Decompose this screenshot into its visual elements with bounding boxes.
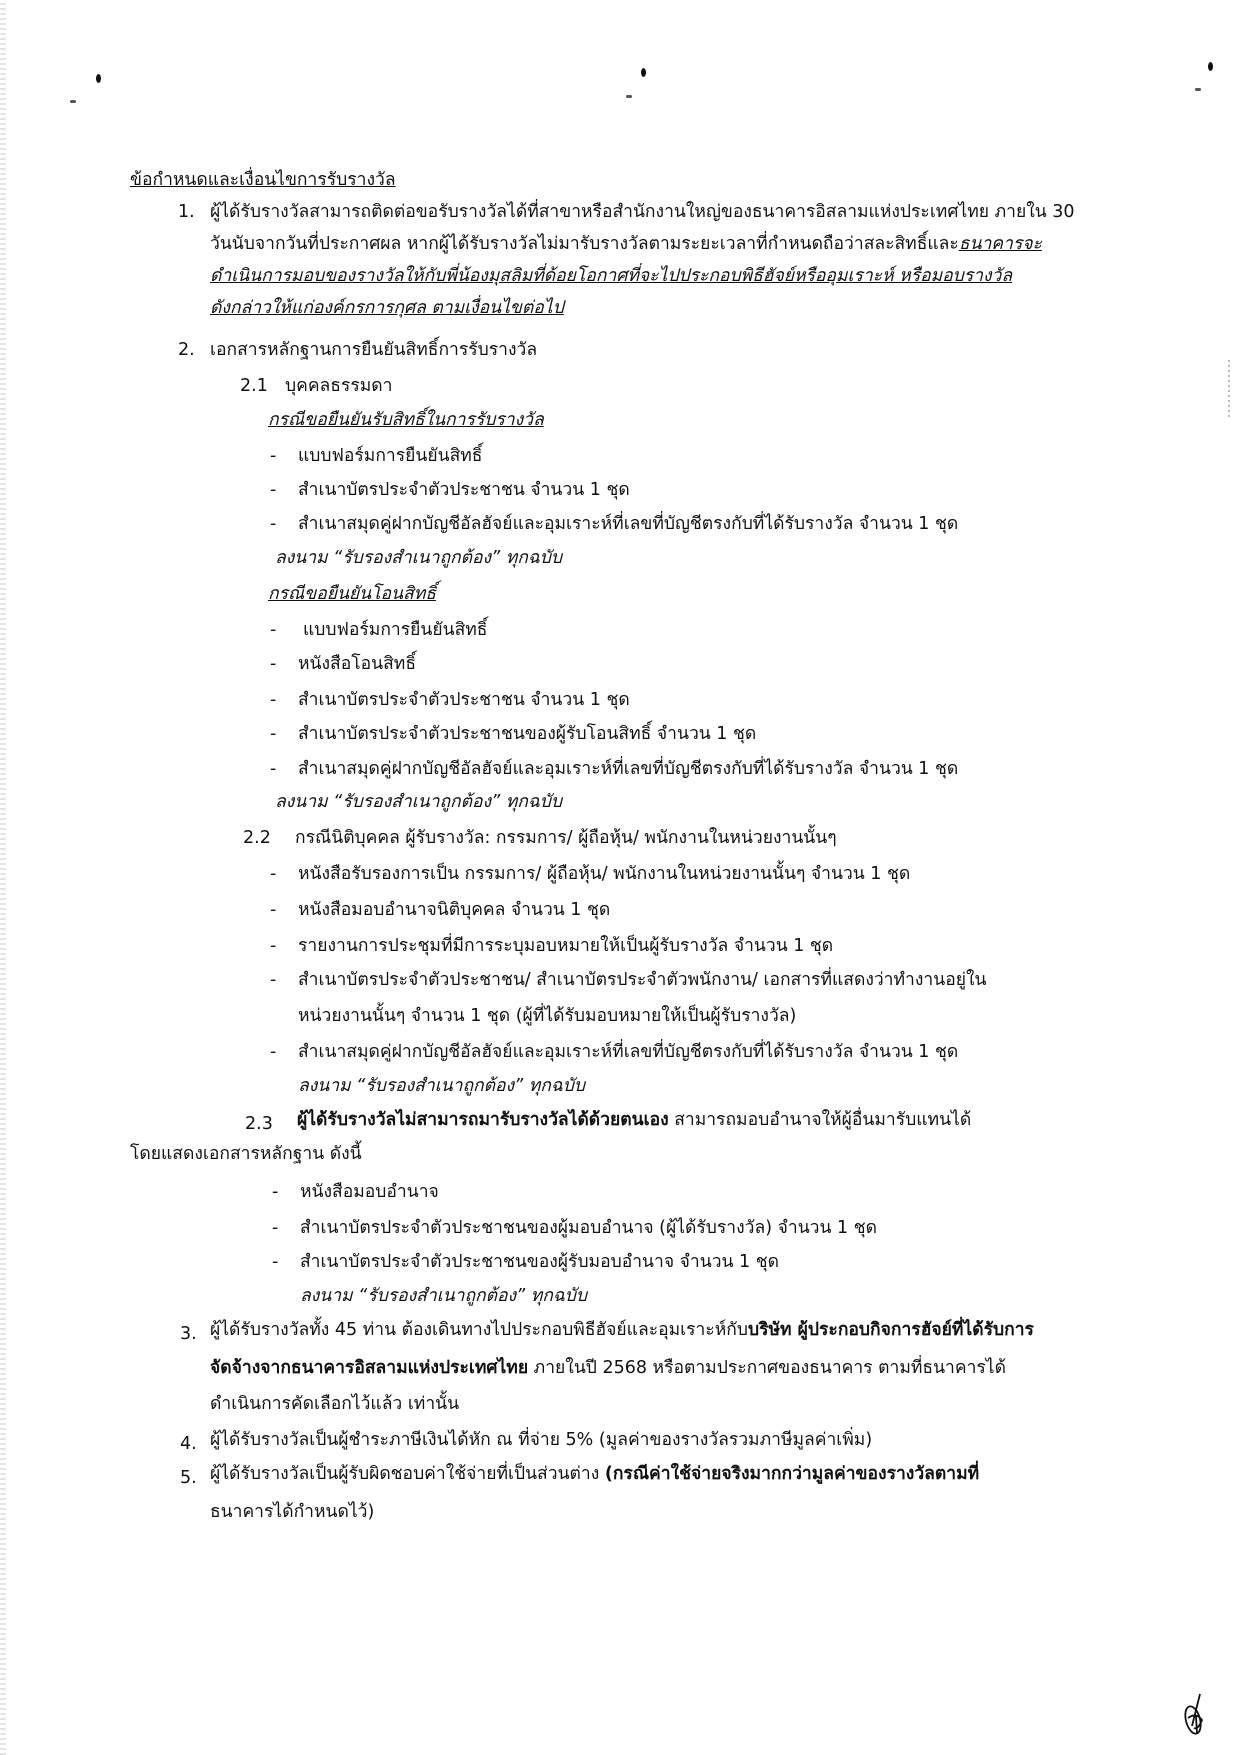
list-item: สำเนาบัตรประจำตัวประชาชน/ สำเนาบัตรประจำตัวพนักงาน/ เอกสารที่แสดงว่าทำงานอยู่ใน — [298, 970, 987, 990]
bullet: - — [270, 514, 277, 534]
scan-speck — [626, 95, 632, 98]
list-item: สำเนาสมุดคู่ฝากบัญชีอัลฮัจย์และอุมเราะห์ที่เลขที่บัญชีตรงกับที่ได้รับรางวัล จำนวน 1 ชุด — [298, 514, 959, 534]
list-item: สำเนาสมุดคู่ฝากบัญชีอัลฮัจย์และอุมเราะห์ที่เลขที่บัญชีตรงกับที่ได้รับรางวัล จำนวน 1 ชุด — [298, 1042, 959, 1062]
list-item: แบบฟอร์มการยืนยันสิทธิ์ — [303, 620, 488, 640]
bullet: - — [270, 446, 277, 466]
subitem-2-1-text: บุคคลธรรมดา — [285, 376, 393, 396]
list-item: สำเนาบัตรประจำตัวประชาชน จำนวน 1 ชุด — [298, 690, 630, 710]
bullet: - — [270, 480, 277, 500]
item-2-text: เอกสารหลักฐานการยืนยันสิทธิ์การรับรางวัล — [210, 340, 538, 360]
subitem-2-3-text: ผู้ได้รับรางวัลไม่สามารถมารับรางวัลได้ด้วยตนเอง สามารถมอบอำนาจให้ผู้อื่นมารับแทนได้ — [297, 1110, 972, 1130]
bullet: - — [270, 936, 277, 956]
subitem-2-2-text: กรณีนิติบุคคล ผู้รับรางวัล: กรรมการ/ ผู้ถือหุ้น/ พนักงานในหน่วยงานนั้นๆ — [295, 828, 837, 848]
sign-note: ลงนาม “รับรองสำเนาถูกต้อง” ทุกฉบับ — [300, 1286, 587, 1306]
sign-note: ลงนาม “รับรองสำเนาถูกต้อง” ทุกฉบับ — [275, 548, 562, 568]
case-heading: กรณีขอยืนยันรับสิทธิ์ในการรับรางวัล — [268, 410, 544, 430]
list-item: สำเนาบัตรประจำตัวประชาชนของผู้รับมอบอำนาจ จำนวน 1 ชุด — [300, 1252, 779, 1272]
bullet: - — [270, 864, 277, 884]
bullet: - — [270, 654, 277, 674]
bullet: - — [272, 1218, 279, 1238]
item-1-text: วันนับจากวันที่ประกาศผล หากผู้ได้รับรางวัลไม่มารับรางวัลตามระยะเวลาที่กำหนดถือว่าสละสิทธิ์และธนาคารจะ — [210, 234, 1042, 254]
list-item: หนังสือมอบอำนาจนิติบุคคล จำนวน 1 ชุด — [298, 900, 611, 920]
list-item: หนังสือมอบอำนาจ — [300, 1182, 439, 1202]
list-item: สำเนาบัตรประจำตัวประชาชน จำนวน 1 ชุด — [298, 480, 630, 500]
bullet: - — [270, 690, 277, 710]
item-5-number: 5. — [180, 1468, 197, 1488]
item-1-text: ดำเนินการมอบของรางวัลให้กับพี่น้องมุสลิมที่ด้อยโอกาศที่จะไปประกอบพิธีฮัจย์หรืออุมเราะห์ หรือมอบรางวัล — [210, 266, 1013, 286]
subitem-2-1-number: 2.1 — [240, 376, 268, 396]
sign-note: ลงนาม “รับรองสำเนาถูกต้อง” ทุกฉบับ — [298, 1076, 585, 1096]
case-heading: กรณีขอยืนยันโอนสิทธิ์ — [268, 584, 436, 604]
subitem-2-3-number: 2.3 — [245, 1114, 273, 1134]
bullet: - — [270, 1042, 277, 1062]
item-5-text: ธนาคารได้กำหนดไว้) — [210, 1502, 375, 1522]
list-item: หนังสือรับรองการเป็น กรรมการ/ ผู้ถือหุ้น/ พนักงานในหน่วยงานนั้นๆ จำนวน 1 ชุด — [298, 864, 911, 884]
bullet: - — [270, 900, 277, 920]
item-3-text: ดำเนินการคัดเลือกไว้แล้ว เท่านั้น — [210, 1394, 460, 1414]
subitem-2-3-continuation: โดยแสดงเอกสารหลักฐาน ดังนี้ — [130, 1144, 362, 1164]
bullet: - — [270, 724, 277, 744]
list-item: รายงานการประชุมที่มีการระบุมอบหมายให้เป็นผู้รับรางวัล จำนวน 1 ชุด — [298, 936, 834, 956]
list-item-continuation: หน่วยงานนั้นๆ จำนวน 1 ชุด (ผู้ที่ได้รับมอบหมายให้เป็นผู้รับรางวัล) — [298, 1006, 797, 1026]
scan-edge-artifact — [0, 0, 6, 1755]
item-3-number: 3. — [180, 1324, 197, 1344]
scan-speck — [70, 100, 76, 103]
item-5-text: ผู้ได้รับรางวัลเป็นผู้รับผิดชอบค่าใช้จ่ายที่เป็นส่วนต่าง (กรณีค่าใช้จ่ายจริงมากกว่ามูลค่าของรางวัลตามที่ — [210, 1464, 980, 1484]
scan-edge-artifact — [1228, 360, 1230, 420]
document-title: ข้อกำหนดและเงื่อนไขการรับรางวัล — [130, 170, 396, 190]
item-4-text: ผู้ได้รับรางวัลเป็นผู้ชำระภาษีเงินได้หัก ณ ที่จ่าย 5% (มูลค่าของรางวัลรวมภาษีมูลค่าเพิ่ม) — [210, 1430, 873, 1450]
punch-hole-mark — [96, 74, 101, 83]
item-2-number: 2. — [178, 340, 195, 360]
scan-speck — [1195, 88, 1201, 91]
item-3-text: จัดจ้างจากธนาคารอิสลามแห่งประเทศไทย ภายในปี 2568 หรือตามประกาศของธนาคาร ตามที่ธนาคารได้ — [210, 1358, 1006, 1378]
subitem-2-2-number: 2.2 — [243, 828, 271, 848]
item-1-text: ผู้ได้รับรางวัลสามารถติดต่อขอรับรางวัลได้ที่สาขาหรือสำนักงานใหญ่ของธนาคารอิสลามแห่งประเทศไทย ภายใน 30 — [210, 202, 1075, 222]
list-item: สำเนาบัตรประจำตัวประชาชนของผู้มอบอำนาจ (ผู้ได้รับรางวัล) จำนวน 1 ชุด — [300, 1218, 877, 1238]
item-1-text: ดังกล่าวให้แก่องค์กรการกุศล ตามเงื่อนไขต่อไป — [210, 298, 564, 318]
bullet: - — [272, 1252, 279, 1272]
bullet: - — [270, 970, 277, 990]
bullet: - — [270, 620, 277, 640]
punch-hole-mark — [1208, 62, 1213, 71]
signature-initials-icon — [1180, 1690, 1210, 1738]
list-item: แบบฟอร์มการยืนยันสิทธิ์ — [298, 446, 483, 466]
bullet: - — [270, 759, 277, 779]
item-1-number: 1. — [178, 202, 195, 222]
bullet: - — [272, 1182, 279, 1202]
sign-note: ลงนาม “รับรองสำเนาถูกต้อง” ทุกฉบับ — [275, 792, 562, 812]
list-item: สำเนาสมุดคู่ฝากบัญชีอัลฮัจย์และอุมเราะห์ที่เลขที่บัญชีตรงกับที่ได้รับรางวัล จำนวน 1 ชุด — [298, 759, 959, 779]
list-item: หนังสือโอนสิทธิ์ — [298, 654, 417, 674]
item-3-text: ผู้ได้รับรางวัลทั้ง 45 ท่าน ต้องเดินทางไปประกอบพิธีฮัจย์และอุมเราะห์กับบริษัท ผู้ประกอบกิจการฮัจย์ที่ได้รับการ — [210, 1320, 1034, 1340]
punch-hole-mark — [641, 68, 646, 77]
list-item: สำเนาบัตรประจำตัวประชาชนของผู้รับโอนสิทธิ์ จำนวน 1 ชุด — [298, 724, 757, 744]
item-4-number: 4. — [180, 1434, 197, 1454]
